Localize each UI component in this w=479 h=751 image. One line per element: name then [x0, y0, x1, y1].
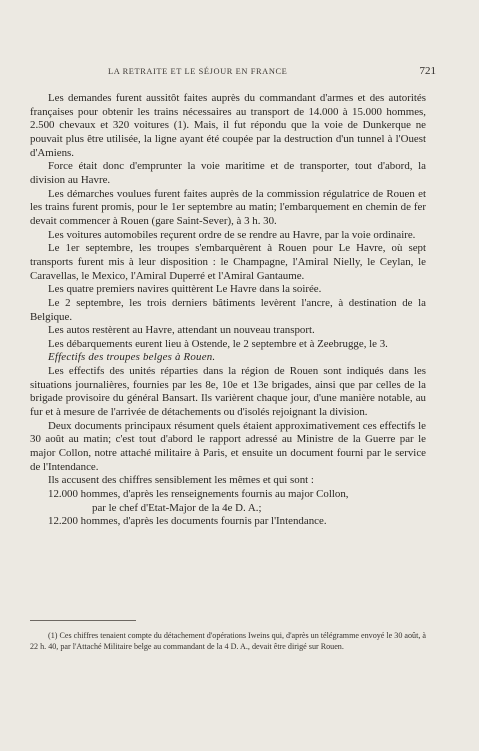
paragraph: Le 2 septembre, les trois derniers bâtiments levèrent l'ancre, à destination de la Belgique.	[30, 296, 426, 323]
running-title: LA RETRAITE ET LE SÉJOUR EN FRANCE	[108, 67, 288, 76]
paragraph: Les quatre premiers navires quittèrent Le Havre dans la soirée.	[48, 283, 322, 296]
figures-list-item: 12.200 hommes, d'après les documents fournis par l'Intendance.	[48, 515, 327, 528]
page-number: 721	[419, 65, 436, 77]
page-header	[46, 66, 436, 80]
footnote: (1) Ces chiffres tenaient compte du détachement d'opérations Iweins qui, d'après un télégramme envoyé le 30 août, à 22 h. 40, par l'Attaché Militaire belge au commandant de la 4 D. A., devait être dirigé sur Rouen.	[30, 631, 426, 652]
paragraph: Les effectifs des unités réparties dans la région de Rouen sont indiqués dans les situations journalières, fournies par les 8e, 10e et 13e brigades, ainsi que par celles de la brigade provisoire du général Bansart. Ils varièrent chaque jour, d'une manière notable, au fur et à mesure de l'arrivée de détachements ou d'isolés rejoignant la division.	[30, 365, 426, 419]
paragraph: Les débarquements eurent lieu à Ostende, le 2 septembre et à Zeebrugge, le 3.	[48, 337, 388, 350]
figures-list-continuation: par le chef d'Etat-Major de la 4e D. A.;	[92, 501, 262, 514]
paragraph: Les demandes furent aussitôt faites auprès du commandant d'armes et des autorités françaises pour obtenir les trains nécessaires au transport de 14.000 à 15.000 hommes, 2.500 chevaux et 320 voitures (1). Mais, il fut répondu que la voie de Dunkerque ne pouvait plus être utilisée, la ligne ayant été coupée par la destruction d'un tunnel à l'Ouest d'Amiens.	[30, 92, 426, 159]
paragraph: Les voitures automobiles reçurent ordre de se rendre au Havre, par la voie ordinaire.	[48, 228, 416, 241]
paragraph: Force était donc d'emprunter la voie maritime et de transporter, tout d'abord, la division au Havre.	[30, 160, 426, 186]
figures-list-item: 12.000 hommes, d'après les renseignements fournis au major Collon,	[48, 488, 349, 501]
paragraph: Deux documents principaux résument quels étaient approximativement ces effectifs le 30 août au matin; c'est tout d'abord le rapport adressé au Ministre de la Guerre par le major Collon, notre attaché militaire à Paris, et ensuite un document fourni par le service de l'Intendance.	[30, 419, 426, 473]
paragraph: Le 1er septembre, les troupes s'embarquèrent à Rouen pour Le Havre, où sept transports furent mis à leur disposition : le Champagne, l'Amiral Nielly, le Ceylan, le Caravellas, le Mexico, l'Amiral Duperré et l'Amiral Gantaume.	[30, 242, 426, 282]
footnote-divider	[30, 620, 136, 621]
paragraph: Les démarches voulues furent faites auprès de la commission régulatrice de Rouen et les trains furent promis, pour le 1er septembre au matin; l'embarquement en chemin de fer devait commencer à Rouen (gare Saint-Sever), à 3 h. 30.	[30, 187, 426, 227]
section-title: Effectifs des troupes belges à Rouen.	[48, 351, 216, 364]
footnotes	[30, 630, 426, 652]
paragraph: Ils accusent des chiffres sensiblement les mêmes et qui sont :	[48, 474, 314, 487]
paragraph: Les autos restèrent au Havre, attendant un nouveau transport.	[48, 324, 315, 337]
body-text	[30, 92, 426, 529]
